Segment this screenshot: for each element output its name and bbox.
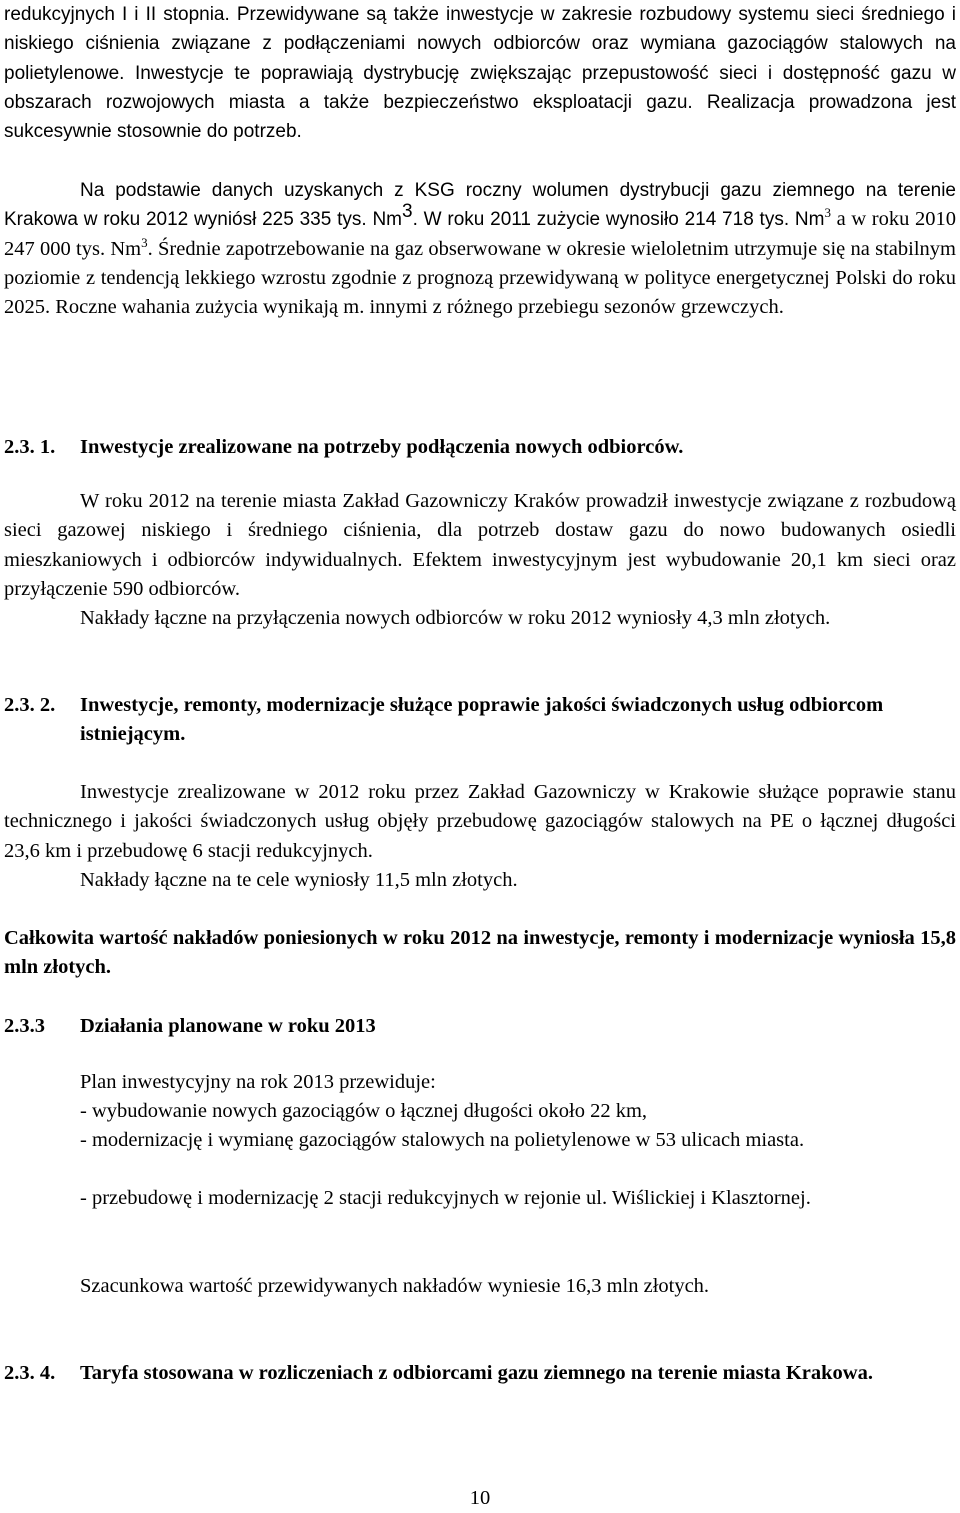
volume-text-a: Na podstawie danych uzyskanych z KSG roczny wolumen dystrybucji gazu ziemnego na terenie Krakowa w roku 2012 wyniósł 225 335 tys. Nm xyxy=(4,180,956,231)
intro-text-start: redukcyjnych I i II stopnia. xyxy=(4,4,237,25)
unit-superscript: 3 xyxy=(824,205,831,221)
section-heading-2-3-1 xyxy=(4,433,956,462)
section-number: 2.3. 4. xyxy=(4,1362,56,1384)
plan-estimate: Szacunkowa wartość przewidywanych nakładów wyniesie 16,3 mln złotych. xyxy=(80,1275,710,1297)
total-investment-statement: Całkowita wartość nakładów poniesionych w roku 2012 na inwestycje, remonty i modernizacje wyniosła 15,8 mln złotych. xyxy=(4,927,956,979)
volume-paragraph xyxy=(4,176,956,322)
section-title: Taryfa stosowana w rozliczeniach z odbiorcami gazu ziemnego na terenie miasta Krakowa. xyxy=(80,1362,873,1384)
plan-list-item: - wybudowanie nowych gazociągów o łącznej długości około 22 km, xyxy=(80,1100,648,1122)
section-number: 2.3. 1. xyxy=(4,436,56,458)
plan-intro: Plan inwestycyjny na rok 2013 przewiduje: xyxy=(80,1071,436,1093)
volume-text-c: a w roku 2010 247 000 tys. Nm xyxy=(4,208,956,260)
section-title: Inwestycje zrealizowane na potrzeby podłączenia nowych odbiorców. xyxy=(80,436,684,458)
unit-superscript: 3 xyxy=(402,201,413,223)
section-heading-2-3-2 xyxy=(4,691,956,750)
volume-text-b: . W roku 2011 zużycie wynosiło 214 718 tys. Nm xyxy=(412,209,825,231)
section-heading-2-3-3 xyxy=(4,1012,956,1041)
section-2-3-2-paragraph-2: Nakłady łączne na te cele wyniosły 11,5 mln złotych. xyxy=(80,869,518,891)
intro-text-main: Przewidywane są także inwestycje w zakresie rozbudowy systemu sieci średniego i niskiego ciśnienia związane z podłączeniami nowych odbiorców oraz wymiana gazociągów stalowych na polietylenowe. Inwestycje te poprawiają dystrybucję zwiększając przepustowość sieci i dostępność gazu w obszarach rozwojowych miasta a także bezpieczeństwo eksploatacji gazu. xyxy=(4,4,956,113)
section-title: Działania planowane w roku 2013 xyxy=(80,1015,376,1037)
section-heading-2-3-4 xyxy=(4,1359,956,1388)
unit-superscript: 3 xyxy=(141,234,148,250)
plan-list-item: - modernizację i wymianę gazociągów stalowych na polietylenowe w 53 ulicach miasta. xyxy=(80,1129,805,1151)
volume-text-d: . Średnie zapotrzebowanie na gaz obserwowane w okresie wieloletnim utrzymuje się na stabilnym poziomie z tendencją lekkiego wzrostu zgodnie z prognozą przewidywaną w polityce energetycznej Polski do roku 2025. Roczne wahania zużycia wynikają m. innymi z różnego przebiegu sezonów grzewczych. xyxy=(4,237,956,319)
intro-text-end: Realizacja prowadzona jest sukcesywnie stosownie do potrzeb. xyxy=(4,91,956,143)
section-number: 2.3. 2. xyxy=(4,694,56,716)
section-2-3-1-paragraph-1: W roku 2012 na terenie miasta Zakład Gazowniczy Kraków prowadził inwestycje związane z rozbudową sieci gazowej niskiego i średniego ciśnienia, dla potrzeb dostaw gazu do nowo budowanych osiedli mieszkaniowych i odbiorców indywidualnych. Efektem inwestycyjnym jest wybudowanie 20,1 km sieci oraz przyłączenie 590 odbiorców. xyxy=(4,490,956,600)
section-number: 2.3.3 xyxy=(4,1015,45,1037)
section-2-3-1-paragraph-2: Nakłady łączne na przyłączenia nowych odbiorców w roku 2012 wyniosły 4,3 mln złotych. xyxy=(80,607,831,629)
intro-paragraph xyxy=(4,0,956,146)
plan-list-item: - przebudowę i modernizację 2 stacji redukcyjnych w rejonie ul. Wiślickiej i Klasztornej. xyxy=(80,1187,811,1209)
section-title: Inwestycje, remonty, modernizacje służące poprawie jakości świadczonych usług odbiorcom istniejącym. xyxy=(80,694,884,746)
section-2-3-2-paragraph-1: Inwestycje zrealizowane w 2012 roku przez Zakład Gazowniczy w Krakowie służące poprawie stanu technicznego i jakości świadczonych usług objęły przebudowę gazociągów stalowych na PE o łącznej długości 23,6 km i przebudowę 6 stacji redukcyjnych. xyxy=(4,781,956,862)
page-number: 10 xyxy=(469,1487,491,1509)
